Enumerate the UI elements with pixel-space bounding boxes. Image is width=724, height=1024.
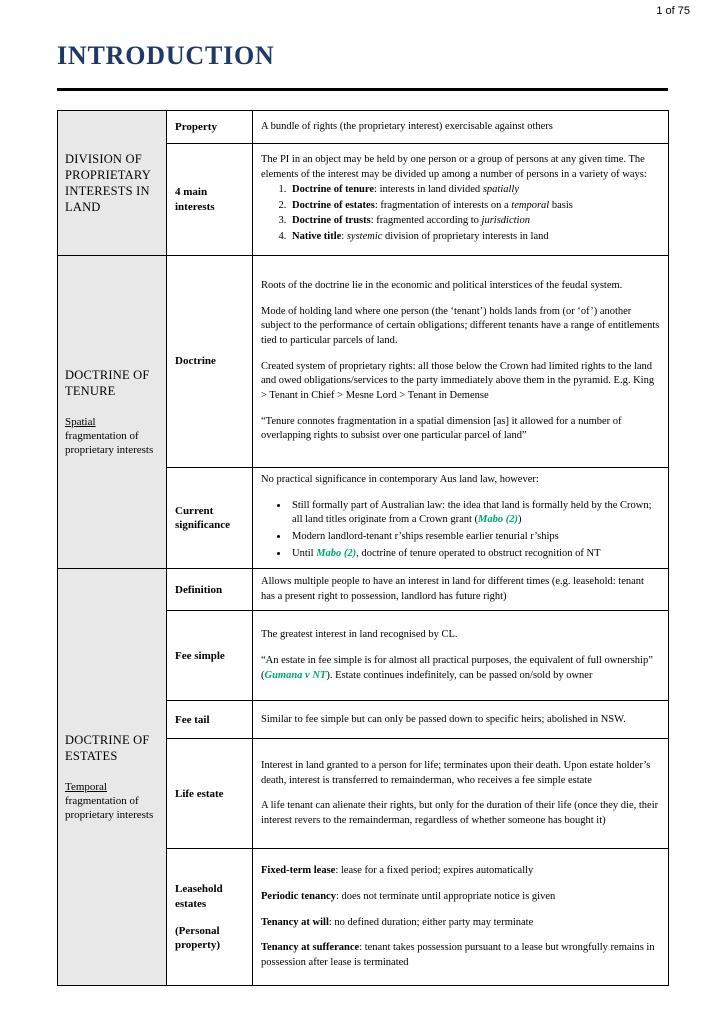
paragraph: The PI in an object may be held by one person or a group of persons at any given time. The elements of the interest may be divided up among a number of persons in a variety of ways:: [261, 154, 647, 181]
section-title: DOCTRINE OF ESTATES: [65, 733, 150, 764]
row-key-leasehold-estates: [167, 849, 253, 986]
list-item: 2. Doctrine of estates: fragmentation of interests on a temporal basis: [289, 199, 660, 214]
row-key-fee-tail: Fee tail: [167, 701, 253, 739]
paragraph: Similar to fee simple but can only be passed down to specific heirs; abolished in NSW.: [261, 713, 626, 725]
cell-life-estate-content: [253, 739, 669, 849]
row-key-current-significance: Current significance: [167, 468, 253, 569]
cell-fee-tail-content: [253, 701, 669, 739]
row-key-property: Property: [167, 111, 253, 144]
paragraph: Interest in land granted to a person for life; terminates upon their death. Upon estate holder’s death, interest is transferred to remainderman, who receives a fee simple estate: [261, 760, 651, 786]
cell-current-significance-content: [253, 468, 669, 569]
section-sublabel: Spatial fragmentation of proprietary interests: [65, 415, 154, 457]
list-item: 4. Native title: systemic division of proprietary interests in land: [289, 230, 660, 245]
cell-leasehold-estates-content: [253, 849, 669, 986]
page-number: 1 of 75: [656, 5, 690, 17]
paragraph: “An estate in fee simple is for almost all practical purposes, the equivalent of full ownership” (Gumana v NT). Estate continues indefinitely, can be passed on/sold by owner: [261, 655, 653, 681]
paragraph: A life tenant can alienate their rights, but only for the duration of their life (once they die, their interest revers to the remainderman, regardless of whether someone has bought it): [261, 800, 659, 827]
row-key-doctrine: Doctrine: [167, 256, 253, 468]
paragraph: Tenancy at will: no defined duration; either party may terminate: [261, 916, 534, 928]
row-key-line: Leasehold estates: [175, 883, 223, 910]
cell-4-main-interests-content: [253, 144, 669, 256]
page-title: INTRODUCTION: [57, 41, 275, 70]
table-row: [58, 569, 669, 611]
list-item: 3. Doctrine of trusts: fragmented according to jurisdiction: [289, 214, 660, 229]
row-key-line: (Personal property): [175, 924, 221, 952]
list-item: • Still formally part of Australian law: the idea that land is formally held by the Crown; all land titles originate from a Crown grant (Mabo (2)): [289, 499, 660, 528]
section-label-tenure: [58, 256, 167, 569]
row-key-life-estate: Life estate: [167, 739, 253, 849]
bullet-list: [261, 499, 660, 562]
paragraph: “Tenure connotes fragmentation in a spatial dimension [as] it allowed for a number of overlapping rights to subsist over one particular parcel of land”: [261, 415, 622, 442]
title-rule: [57, 88, 668, 91]
section-title: DIVISION OF PROPRIETARY INTERESTS IN LAND: [65, 151, 151, 215]
paragraph: Allows multiple people to have an interest in land for different times (e.g. leasehold: tenant has a present right to possession, landlord has future right): [261, 576, 644, 602]
paragraph: Mode of holding land where one person (the ‘tenant’) holds lands from (or ‘of’) another subject to the performance of certain obligations; different tenants have a range of entitlements tied to particular parcels of land.: [261, 305, 660, 346]
paragraph: Tenancy at sufferance: tenant takes possession pursuant to a lease but wrongfully remains in possession after lease is terminated: [261, 942, 655, 968]
section-label-division: [58, 111, 167, 256]
paragraph: No practical significance in contemporary Aus land law, however:: [261, 474, 539, 485]
row-key-fee-simple: Fee simple: [167, 611, 253, 701]
notes-table: [57, 110, 669, 986]
table-row: [58, 111, 669, 144]
row-key-definition: Definition: [167, 569, 253, 611]
list-item: • Modern landlord-tenant r’ships resemble earlier tenurial r’ships: [289, 530, 660, 545]
paragraph: The greatest interest in land recognised by CL.: [261, 629, 458, 641]
paragraph: Periodic tenancy: does not terminate until appropriate notice is given: [261, 890, 556, 902]
table-row: [58, 256, 669, 468]
section-title: DOCTRINE OF TENURE: [65, 368, 150, 399]
list-item: 1. Doctrine of tenure: interests in land divided spatially: [289, 183, 660, 198]
list-item: • Until Mabo (2), doctrine of tenure operated to obstruct recognition of NT: [289, 547, 660, 562]
section-sublabel: Temporal fragmentation of proprietary interests: [65, 780, 154, 822]
cell-definition-content: [253, 569, 669, 611]
numbered-list: [261, 183, 660, 245]
paragraph: A bundle of rights (the proprietary interest) exercisable against others: [261, 120, 553, 132]
paragraph: Created system of proprietary rights: all those below the Crown had limited rights to the land and owed obligations/services to the party immediately above them in the pyramid. E.g. King > Tenant in Chief > Mesne Lord > Tenant in Demense: [261, 360, 655, 402]
cell-doctrine-content: [253, 256, 669, 468]
paragraph: Roots of the doctrine lie in the economic and political interstices of the feudal system.: [261, 279, 623, 291]
cell-fee-simple-content: [253, 611, 669, 701]
row-key-4-main-interests: 4 main interests: [167, 144, 253, 256]
paragraph: Fixed-term lease: lease for a fixed period; expires automatically: [261, 865, 534, 877]
section-label-estates: [58, 569, 167, 986]
cell-property-content: [253, 111, 669, 144]
